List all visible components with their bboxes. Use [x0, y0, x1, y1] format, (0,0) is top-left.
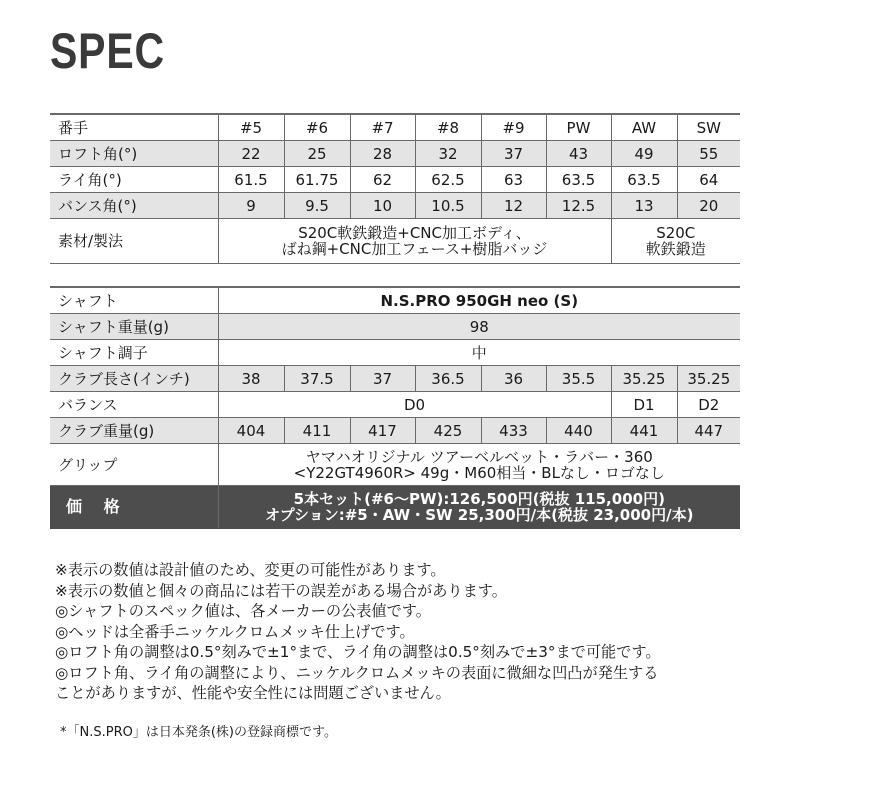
cell: 13 — [611, 193, 677, 219]
material-main-line2: ばね鋼+CNC加工フェース+樹脂バッジ — [281, 240, 548, 258]
table-row — [50, 418, 740, 444]
cell: 55 — [677, 141, 740, 167]
cell: 411 — [284, 418, 350, 444]
cell: 37 — [481, 141, 546, 167]
shaft-name: N.S.PRO 950GH neo (S) — [218, 287, 740, 314]
row-label: 素材/製法 — [50, 219, 218, 264]
cell: 37.5 — [284, 366, 350, 392]
grip-line1: ヤマハオリジナル ツアーベルベット・ラバー・360 — [305, 447, 653, 466]
row-label: バンス角(°) — [50, 193, 218, 219]
note-line: ◎ロフト角、ライ角の調整により、ニッケルクロムメッキの表面に微細な凹凸が発生する — [55, 663, 659, 682]
row-label: クラブ長さ(インチ) — [50, 366, 218, 392]
head-spec-table — [50, 113, 740, 264]
cell: #8 — [415, 114, 481, 141]
table-row — [50, 287, 740, 314]
cell: 37 — [350, 366, 415, 392]
cell: D2 — [677, 392, 740, 418]
price-line1: 5本セット(#6〜PW):126,500円(税抜 115,000円) — [293, 490, 665, 508]
row-label: シャフト — [50, 287, 218, 314]
row-label: 番手 — [50, 114, 218, 141]
price-line2: オプション:#5・AW・SW 25,300円/本(税抜 23,000円/本) — [265, 506, 694, 524]
table-row — [50, 219, 740, 264]
table-row — [50, 114, 740, 141]
notes — [55, 560, 855, 704]
shaft-spec-table — [50, 286, 740, 529]
cell: 9.5 — [284, 193, 350, 219]
cell: 63 — [481, 167, 546, 193]
cell: 36.5 — [415, 366, 481, 392]
table-row — [50, 444, 740, 486]
table-row — [50, 366, 740, 392]
cell: 62 — [350, 167, 415, 193]
cell: 35.5 — [546, 366, 611, 392]
note-line: ことがありますが、性能や安全性には問題ございません。 — [55, 684, 451, 702]
cell: 32 — [415, 141, 481, 167]
cell: 64 — [677, 167, 740, 193]
cell: PW — [546, 114, 611, 141]
cell: 中 — [218, 340, 740, 366]
cell: 10 — [350, 193, 415, 219]
material-wedge-line2: 軟鉄鍛造 — [645, 240, 706, 258]
cell: 417 — [350, 418, 415, 444]
note-line: ※表示の数値と個々の商品には若干の誤差がある場合があります。 — [55, 581, 507, 600]
cell: #5 — [218, 114, 284, 141]
table-row — [50, 392, 740, 418]
row-label: グリップ — [50, 444, 218, 486]
table-row — [50, 340, 740, 366]
cell: 12.5 — [546, 193, 611, 219]
cell: 20 — [677, 193, 740, 219]
price-label: 価 格 — [50, 486, 218, 529]
row-label: ライ角(°) — [50, 167, 218, 193]
cell: 425 — [415, 418, 481, 444]
cell: 22 — [218, 141, 284, 167]
cell: 36 — [481, 366, 546, 392]
grip-line2: <Y22GT4960R> 49g・M60相当・BLなし・ロゴなし — [293, 463, 665, 482]
cell: 35.25 — [611, 366, 677, 392]
row-label: シャフト調子 — [50, 340, 218, 366]
cell: 447 — [677, 418, 740, 444]
note-line: ◎シャフトのスペック値は、各メーカーの公表値です。 — [55, 602, 431, 620]
cell: 12 — [481, 193, 546, 219]
cell: 25 — [284, 141, 350, 167]
row-label: シャフト重量(g) — [50, 314, 218, 340]
material-wedge-cell — [611, 219, 740, 264]
cell: 35.25 — [677, 366, 740, 392]
table-row — [50, 167, 740, 193]
cell: 404 — [218, 418, 284, 444]
note-line: ◎ヘッドは全番手ニッケルクロムメッキ仕上げです。 — [55, 622, 415, 641]
cell: 38 — [218, 366, 284, 392]
row-label: クラブ重量(g) — [50, 418, 218, 444]
cell: 433 — [481, 418, 546, 444]
cell: D1 — [611, 392, 677, 418]
price-row — [50, 486, 740, 529]
cell: 63.5 — [611, 167, 677, 193]
price-cell — [218, 486, 740, 529]
table-row — [50, 314, 740, 340]
cell: 98 — [218, 314, 740, 340]
cell: 441 — [611, 418, 677, 444]
cell: SW — [677, 114, 740, 141]
cell: 9 — [218, 193, 284, 219]
cell: #7 — [350, 114, 415, 141]
cell: 43 — [546, 141, 611, 167]
cell: 61.75 — [284, 167, 350, 193]
trademark-note: *「N.S.PRO」は日本発条(株)の登録商標です。 — [60, 725, 337, 740]
row-label: バランス — [50, 392, 218, 418]
cell: AW — [611, 114, 677, 141]
grip-cell — [218, 444, 740, 486]
material-wedge-line1: S20C — [656, 224, 696, 242]
cell: #9 — [481, 114, 546, 141]
table-row — [50, 193, 740, 219]
note-line: ※表示の数値は設計値のため、変更の可能性があります。 — [55, 561, 446, 579]
cell: 49 — [611, 141, 677, 167]
material-main-line1: S20C軟鉄鍛造+CNC加工ボディ、 — [298, 224, 531, 242]
cell: 63.5 — [546, 167, 611, 193]
row-label: ロフト角(°) — [50, 141, 218, 167]
page-title: SPEC — [50, 23, 165, 79]
material-main-cell — [218, 219, 611, 264]
note-line: ◎ロフト角の調整は0.5°刻みで±1°まで、ライ角の調整は0.5°刻みで±3°まで可能です。 — [55, 643, 661, 661]
cell: 62.5 — [415, 167, 481, 193]
cell: 61.5 — [218, 167, 284, 193]
cell: 440 — [546, 418, 611, 444]
table-row — [50, 141, 740, 167]
cell: 28 — [350, 141, 415, 167]
cell: #6 — [284, 114, 350, 141]
cell: 10.5 — [415, 193, 481, 219]
cell: D0 — [218, 392, 611, 418]
